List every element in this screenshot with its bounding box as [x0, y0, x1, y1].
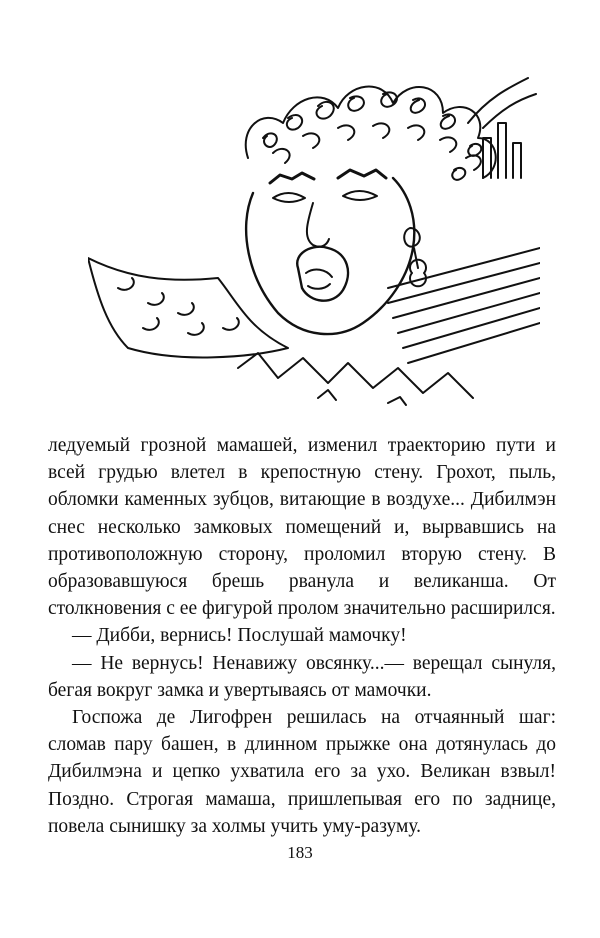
paragraph-1: ледуемый грозной мамашей, изменил траекторию пути и всей грудью влетел в крепостную стену. Грохот, пыль, обломки каменных зубцов, витающие в воздухе... Дибилмэн снес несколько замковых помещений и, вырвавшись на противоположную сторону, проломил вторую стену. В образовавшуюся брешь рванула и великанша. От столкновения с ее фигурой пролом значительно расширился. — [48, 435, 556, 620]
dialogue-line-2: — Не вернусь! Ненавижу овсянку...— верещал сынуля, бегая вокруг замка и увертываясь от мамочки. — [48, 652, 556, 701]
giantess-illustration — [88, 28, 540, 413]
dialogue-line-1: — Дибби, вернись! Послушай мамочку! — [72, 625, 407, 647]
paragraph-2: Госпожа де Лигофрен решилась на отчаянный шаг: сломав пару башен, в длинном прыжке она дотянулась до Дибилмэна и цепко ухватила его за ухо. Великан взвыл! Поздно. Строгая мамаша, пришлепывая его по заднице, повела сынишку за холмы учить уму-разуму. — [48, 707, 556, 837]
body-text — [48, 432, 556, 840]
page-number: 183 — [287, 843, 313, 862]
